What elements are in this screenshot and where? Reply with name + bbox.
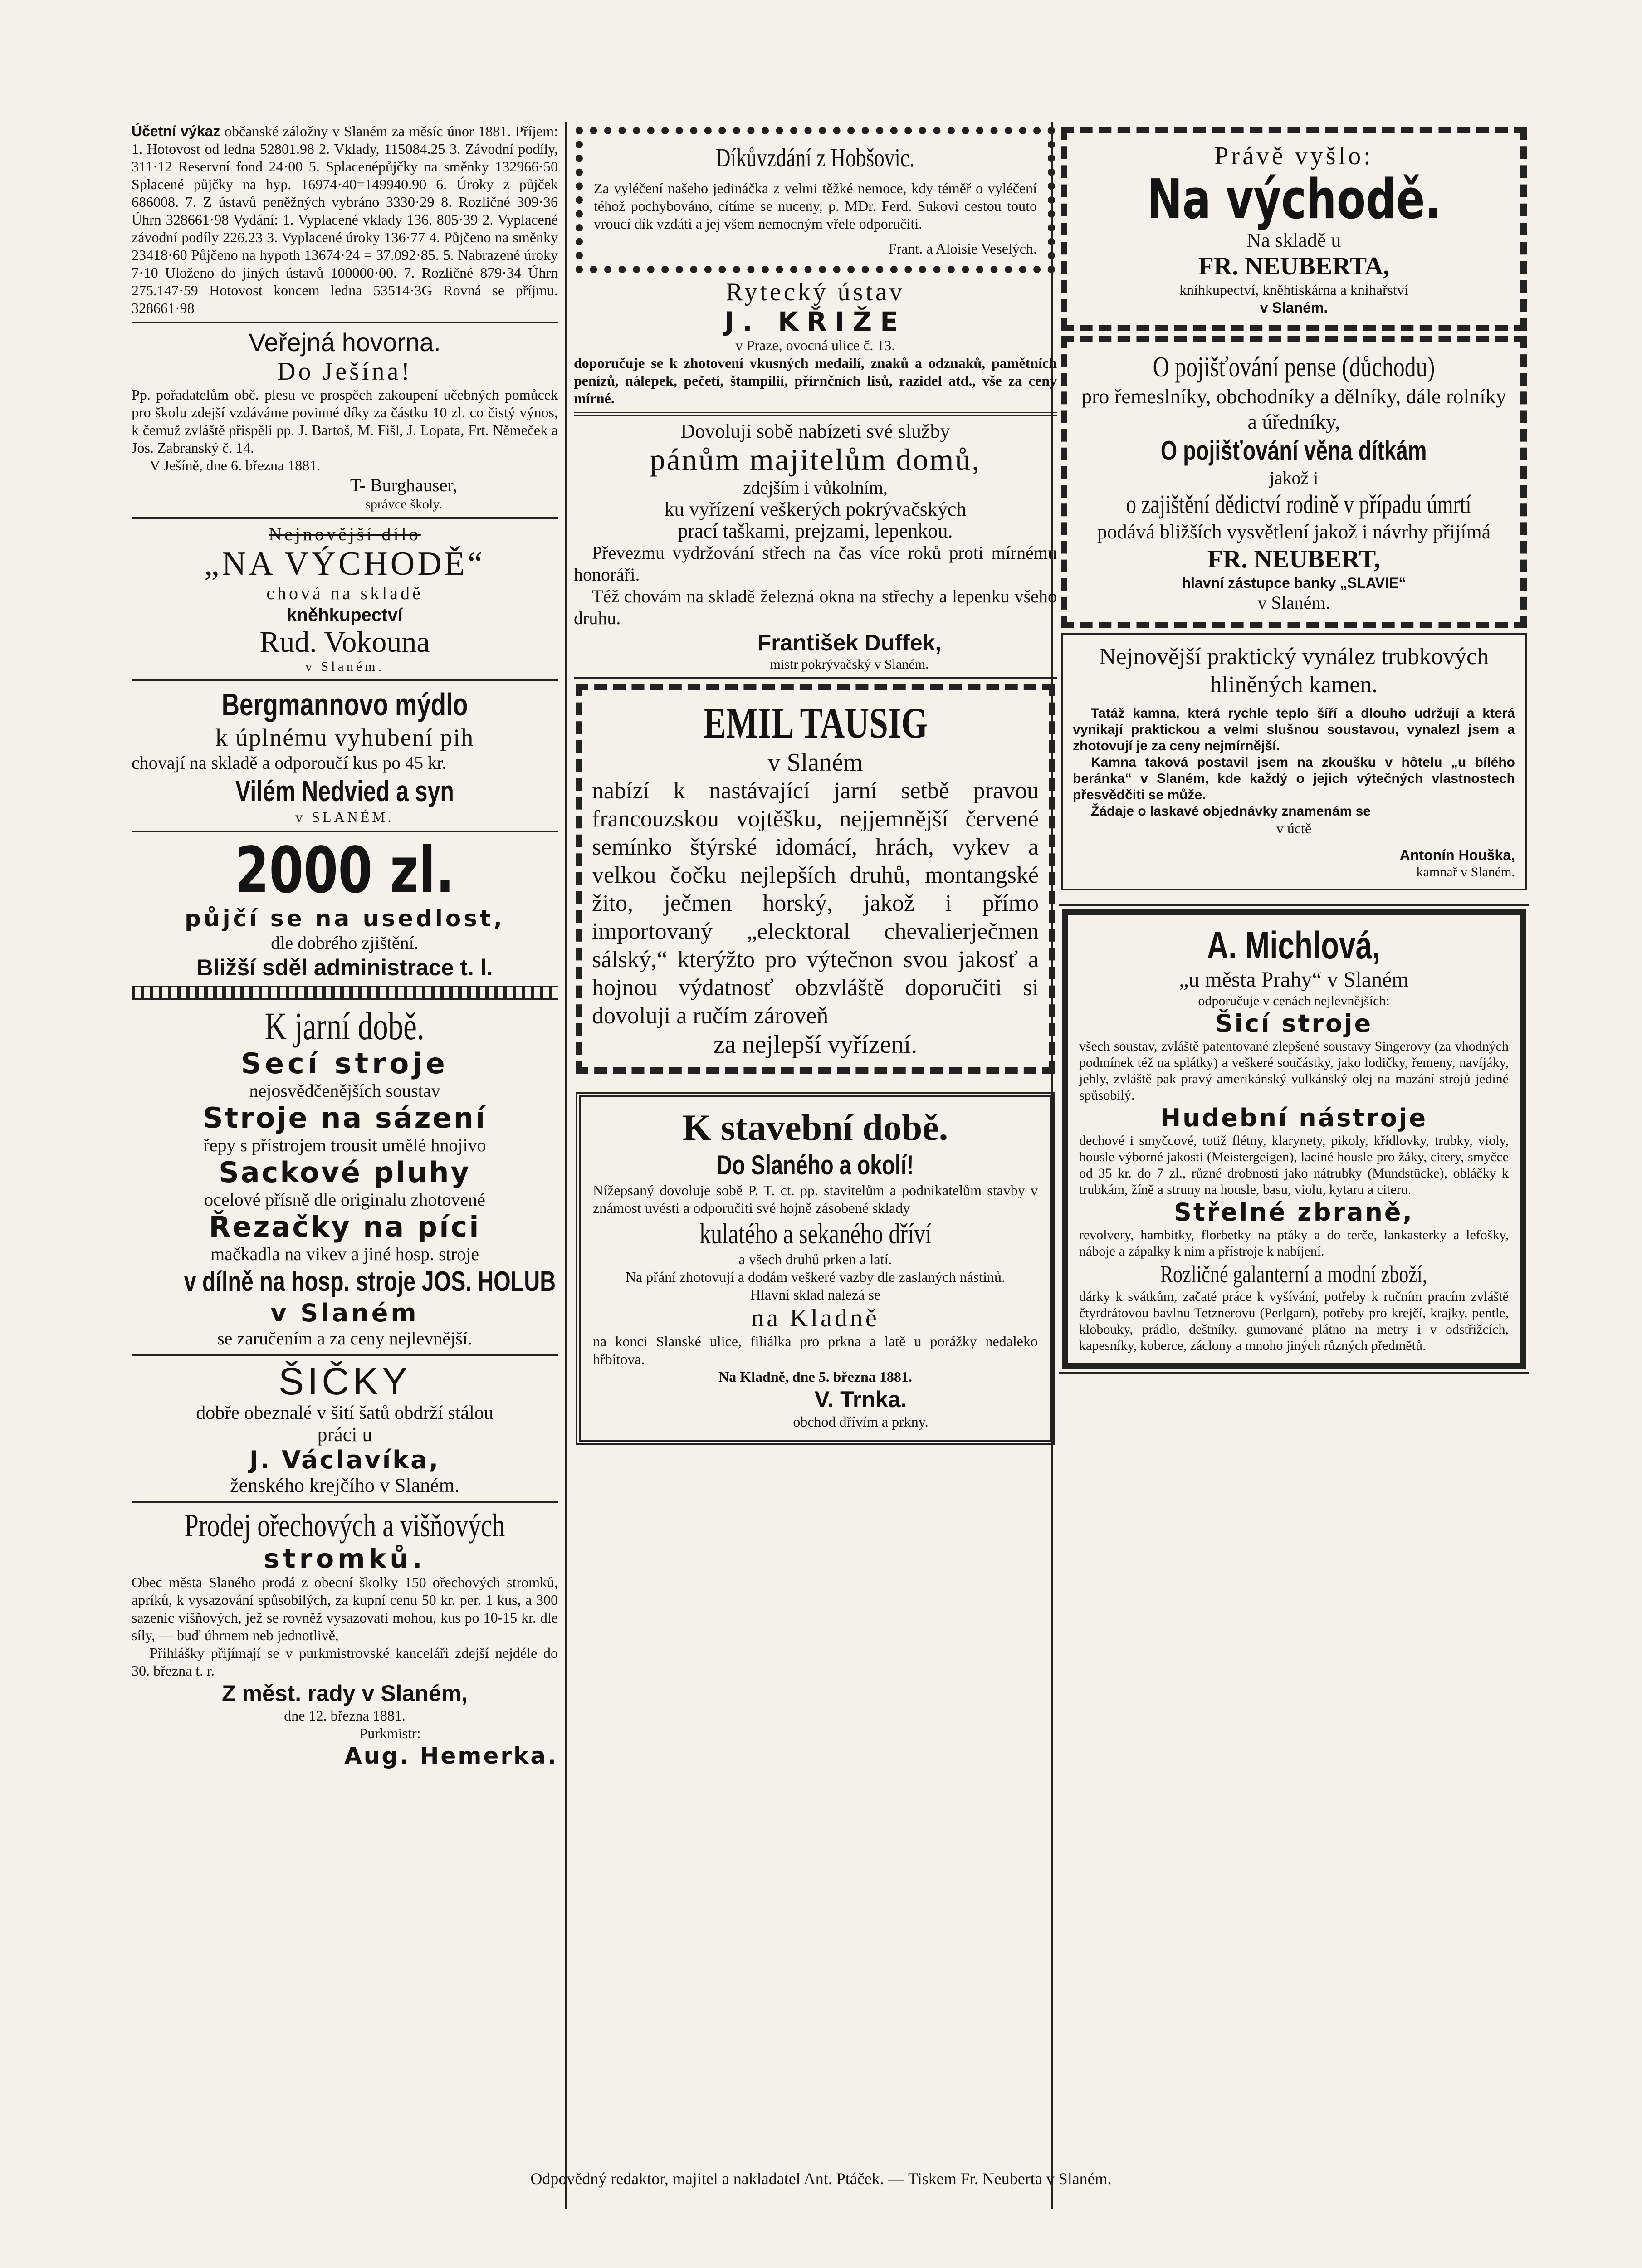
duff-l7: Též chovám na skladě železná okna na střechy a lepenku všeho druhu.: [574, 586, 1057, 628]
jarni-t4: mačkadla na vikev a jiné hosp. stroje: [210, 1244, 479, 1264]
strom-title2: stromků.: [264, 1543, 426, 1574]
zl-ad: [132, 834, 558, 981]
duff-role: mistr pokrývačský v Slaném.: [770, 657, 929, 672]
strom-ad: [132, 1507, 558, 1769]
mydlo-ad: [132, 686, 558, 826]
hovorna-title: Veřejná hovorna.: [249, 328, 441, 357]
strom-role: Purkmistr:: [359, 1725, 421, 1741]
mydlo-l1: k úplnému vyhubení pih: [215, 724, 474, 751]
stav-l3: Hlavní sklad nalezá se: [750, 1286, 880, 1303]
mich-h1: Šicí stroje: [1215, 1009, 1373, 1038]
tausig-end: za nejlepší vyřízení.: [713, 1031, 918, 1059]
stav-sub: Do Slaného a okolí!: [717, 1150, 914, 1180]
vyslo-l1: Na skladě u: [1246, 229, 1341, 251]
sicky-title: ŠIČKY: [278, 1360, 411, 1403]
mich-addr: „u města Prahy“ v Slaném: [1179, 968, 1409, 992]
hovorna-date: V Ješíně, dne 6. března 1881.: [150, 457, 321, 474]
mich-t2: dechové i smyčcové, totiž flétny, klarynety, pikoly, křídlovky, trubky, violy, housle výborné jakosti (Meistergeigen), laciné housle pro žáky, citery, smyčce od 35 kr. do 7 zl., různé drobnosti jako nátrubky (Mundstücke), obláčky k trubkám, žíně a struny na housle, basu, violu, kytaru a citeru.: [1079, 1133, 1509, 1197]
mich-ad: [1062, 909, 1526, 1369]
jarni-h4: Řezačky na píci: [209, 1210, 481, 1243]
ucet-text: občanské záložny v Slaném za měsíc únor 1881. Příjem: 1. Hotovost od ledna 52801.98 2. Vklady, 115084.25 3. Závodní podíly, 311·12 Reservní fond 24·00 5. Splacenépůjčky na směnky 132966·50 Splacené půjčky na hyp. 16974·40=149940.90 6. Úroky z půjček 686008. 7. Z ústavů peněžných vybráno 3330·29 8. Rozličné 309·36 Úhrn 328661·98 Vydání: 1. Vyplacené vklady 136. 805·39 2. Vyplacené závodní podíly 226.23 3. Vyplacené úroky 136·77 4. Půjčeno na směnky 23418·60 Půjčeno na hypoth 13674·24 = 37.092·85. 5. Nabrazené úroky 7·10 Uloženo do jiných ústavů 100000·00. 7. Rozličné 879·34 Úhrn 275.147·59 Hotovost koncem ledna 53514·3G Rovná se příjmu. 328661·98: [132, 123, 558, 316]
dik-sign: Frant. a Aloisie Veselých.: [888, 240, 1037, 257]
vychod-city: v Slaném.: [305, 659, 384, 674]
pense-l3: podává bližších vysvětlení jakož i návrhy přijímá: [1097, 521, 1491, 543]
sicky-l1: dobře obeznalé v šití šatů obdrží stálou: [196, 1403, 494, 1423]
duff-l3: zdejším i vůkolním,: [743, 477, 888, 498]
duff-l4: ku vyřízení veškerých pokrývačských: [664, 498, 967, 520]
mich-name: A. Michlová,: [1207, 924, 1381, 967]
kamna-text: Tatáž kamna, která rychle teplo šíří a dlouho udržují a která vynikají praktickou a velmi slušnou soustavou, vynalezl jsem a zhotovují je za ceny nejmírnější.: [1073, 706, 1515, 753]
duff-l5: prací taškami, prejzami, lepenkou.: [678, 520, 953, 542]
vychod-l1: chová na skladě: [266, 583, 423, 603]
stav-role: obchod dřívím a prkny.: [793, 1413, 929, 1430]
kamna-ad: [1061, 633, 1527, 890]
pense-role: hlavní zástupce banky „SLAVIE“: [1182, 575, 1406, 591]
stav-title: K stavební době.: [682, 1107, 948, 1148]
stav-l1: a všech druhů prken a latí.: [738, 1251, 892, 1267]
vychod-title: „NA VÝCHODĚ“: [204, 545, 485, 582]
mydlo-title: Bergmannovo mýdlo: [221, 687, 468, 722]
column-rule-1: [565, 122, 567, 2209]
kamna-text3: Žádaje o laskavé objednávky znamenám se: [1091, 804, 1371, 819]
strom-text2: Přihlášky přijímají se v purkmistrovské kanceláři zdejší nejdéle do 30. března t. r.: [132, 1645, 558, 1679]
ryt-title: Rytecký ústav: [726, 278, 905, 306]
vychod-ad: [132, 523, 558, 675]
dik-notice: [576, 127, 1055, 273]
zl-l2: dle dobrého zjištění.: [271, 933, 419, 953]
hovorna-text: Pp. pořadatelům obč. plesu ve prospěch zakoupení učebných pomůcek pro školu zdejší vzdáváme povinné díky za částku 10 zl. co čistý výnos, k čemuž zvláště přispěli pp. J. Bartoš, M. Fišl, J. Lopata, Frt. Němeček a Jos. Zabranský č. 14.: [132, 386, 558, 456]
duff-l6: Převezmu vydržování střech na čas více roků proti mírnému honoráři.: [574, 543, 1057, 585]
sicky-l3: ženského krejčího v Slaném.: [230, 1474, 459, 1496]
stav-l2: Na přání zhotovují a dodám veškeré vazby dle zaslaných nástinů.: [625, 1269, 1006, 1285]
vyslo-l2: kníhkupectví, kněhtiskárna a knihařství: [1179, 282, 1408, 298]
hovorna-sub: Do Ješína!: [277, 357, 412, 386]
mich-h4: Rozličné galanterní a modní zboží,: [1160, 1261, 1427, 1288]
jarni-ad: [132, 1005, 558, 1349]
column-1: [132, 122, 558, 2164]
hovorna-sign: T- Burghauser,: [350, 475, 458, 495]
pense-t1: O pojišťování pense (důchodu): [1153, 351, 1435, 383]
tausig-ad: [576, 684, 1055, 1074]
stav-text: Nížepsaný dovoluje sobě P. T. ct. pp. stavitelům a podnikatelům stavby v známost uvésti a odporučiti své hojně zásobené sklady: [593, 1182, 1038, 1216]
strom-text: Obec města Slaného prodá z obecní školky 150 ořechových stromků, apríků, k vysazování spůsobilých, za kupní cenu 50 kr. per. 1 kus, a 300 sazenic višňových, jež se rovněž vysazovati mohou, kus po 10-15 kr. dle síly, — buď úhrnem neb jednotlivě,: [132, 1574, 558, 1643]
dik-text: Za vyléčení našeho jedináčka z velmi těžké nemoce, kdy téměř o vyléčení téhož pochybováno, cítíme se nuceny, p. MDr. Ferd. Sukovi cestou touto vroucí dík vzdáti a jej všem nemocným vřele odporučiti.: [594, 180, 1037, 232]
kamna-title: Nejnovější praktický vynález trubkových hliněných kamen.: [1099, 644, 1489, 698]
kamna-role: kamnař v Slaném.: [1416, 865, 1515, 880]
stav-place: na Kladně: [751, 1304, 880, 1332]
mich-t4: dárky k svátkům, začaté práce k vyšívání, potřeby k ručním pracím zvláště čtyrdrátovou bavlnu Tetznerovu (Perlgarn), potřeby pro krejčí, krajky, pentle, klobouky, prádlo, deštníky, gumované plátno na metry i v odstřižcích, kapesníky, koberce, záclony a mnoho jiných různých předmětů.: [1079, 1289, 1509, 1353]
strom-sign: Aug. Hemerka.: [344, 1743, 558, 1769]
zl-l3: Bližší sděl administrace t. l.: [196, 955, 493, 980]
column-3: [1059, 122, 1529, 2164]
tausig-city: v Slaném: [767, 748, 863, 777]
mich-h2: Hudební nástroje: [1160, 1104, 1428, 1132]
ucet-head: Účetní výkaz: [132, 123, 220, 139]
stav-date: Na Kladně, dne 5. března 1881.: [718, 1369, 912, 1385]
jarni-h2: Stroje na sázení: [202, 1101, 487, 1134]
stav-ad: [576, 1092, 1055, 1445]
pense-l1: pro řemeslníky, obchodníky a dělníky, dále rolníky a úředníky,: [1081, 385, 1506, 433]
pense-city: v Slaném.: [1257, 592, 1330, 613]
ryt-text: doporučuje se k zhotovení vkusných medailí, znaků a odznaků, pamětních penízů, nálepek, pečetí, štampilií, přírnčních lisů, razidel atd., vše za ceny mírné.: [574, 355, 1057, 406]
zl-l1: půjčí se na usedlost,: [185, 905, 505, 932]
strom-from: Z měst. rady v Slaném,: [222, 1681, 468, 1706]
mich-h3: Střelné zbraně,: [1173, 1198, 1414, 1227]
sicky-name: J. Václavíka,: [249, 1446, 440, 1474]
hovorna-role: správce školy.: [365, 497, 442, 512]
vyslo-title: Na východě.: [1147, 168, 1441, 231]
mydlo-l2: chovají na skladě a odporoučí kus po 45 kr.: [132, 753, 447, 773]
mich-l1: odporučuje v cenách nejlevnějších:: [1198, 993, 1390, 1008]
jarni-t3: ocelové přísně dle originalu zhotovené: [204, 1189, 485, 1210]
sicky-ad: [132, 1360, 558, 1496]
jarni-guar: se zaručením a za ceny nejlevnější.: [217, 1328, 472, 1349]
pense-l2: jakož i: [1269, 468, 1319, 488]
pense-t3: o zajištění dědictví rodině v případu úmrtí: [1126, 489, 1471, 519]
dik-title: Díkůvzdání z Hobšovic.: [716, 143, 915, 172]
vyslo-kicker: Právě vyšlo:: [1214, 142, 1373, 170]
jarni-title: K jarní době.: [264, 1004, 425, 1048]
mich-t1: všech soustav, zvláště patentované zlepšené soustavy Singerovy (za vhodných podmínek též na splátky) a veškeré součástky, jako lodičky, řemeny, navíjáky, jehly, zvláště pak pravý amerikánský vulkánský olej na mazání strojů jediné spůsobilý.: [1079, 1039, 1509, 1103]
pense-name: FR. NEUBERT,: [1207, 545, 1381, 573]
mydlo-city: v SLANÉM.: [295, 809, 394, 825]
vyslo-city: v Slaném.: [1260, 299, 1328, 316]
mich-t3: revolvery, hambitky, florbetky na ptáky a do terče, lankasterky a lefošky, náboje a zápalky k nim a přístroje k nabíjení.: [1079, 1227, 1509, 1259]
duff-l1: Dovoluji sobě nabízeti své služby: [680, 420, 950, 442]
kamna-sign: Antonín Houška,: [1399, 847, 1515, 863]
vychod-kicker: Nejnovější dílo: [269, 524, 421, 544]
strom-title: Prodej ořechových a višňových: [184, 1507, 505, 1544]
pense-ad: [1061, 336, 1527, 628]
mydlo-firm: Vilém Nedvied a syn: [235, 775, 454, 807]
jarni-h3: Sackové pluhy: [219, 1156, 471, 1189]
kamna-text2: Kamna taková postavil jsem na zkoušku v hôtelu „u bílého beránka“ v Slaném, kde každý o jejich výtečných vlastnostech přesvědčiti se může.: [1073, 755, 1515, 802]
stav-l4: na konci Slanské ulice, filiálka pro prkna a latě u porážky nedaleko hřbitova.: [593, 1333, 1038, 1367]
page-footer: Odpovědný redaktor, majitel a nakladatel Ant. Ptáček. — Tiskem Fr. Neuberta v Slaném.: [530, 2170, 1112, 2188]
tausig-text: nabízí k nastávající jarní setbě pravou francouzskou vojtěšku, nejjemnější červené semínko štýrské idomácí, hrách, vykev a velkou čočku nejlepších druhů, montangské žito, ječmen horský, jakož i přímo importovaný „elecktoral chevalierječmen sálský,“ kterýžto pro výtečnon svou jakosť a hojnou výdatnosť obzvláště doporučiti si dovoluji a ručím zároveň: [592, 778, 1039, 1029]
ryt-addr: v Praze, ovocná ulice č. 13.: [735, 337, 895, 353]
ryt-ad: [574, 278, 1057, 407]
ucet-notice: [132, 122, 558, 317]
hovorna-notice: [132, 328, 558, 513]
jarni-t1: nejosvědčenějších soustav: [249, 1080, 440, 1101]
zl-amount: 2000 zl.: [235, 834, 455, 908]
vychod-name: Rud. Vokouna: [259, 626, 430, 659]
duff-l2: pánům majitelům domů,: [650, 442, 981, 477]
sicky-l2: práci u: [317, 1423, 372, 1446]
column-2: [574, 122, 1057, 2164]
jarni-h1: Secí stroje: [241, 1047, 449, 1080]
vyslo-name: FR. NEUBERTA,: [1198, 252, 1390, 280]
vyslo-ad: [1061, 127, 1527, 331]
kamna-close: v úctě: [1276, 820, 1312, 836]
stav-sign: V. Trnka.: [814, 1387, 907, 1412]
strom-date: dne 12. března 1881.: [284, 1707, 406, 1724]
jarni-firm: v dílně na hosp. stroje JOS. HOLUB: [184, 1266, 556, 1297]
ryt-name: J. KŘIŽE: [724, 306, 906, 337]
tausig-name: EMIL TAUSIG: [703, 699, 928, 747]
duff-ad: [574, 420, 1057, 673]
pense-t2: O pojišťování věna dítkám: [1161, 435, 1427, 466]
duff-name: František Duffek,: [757, 630, 942, 655]
jarni-t2: řepy s přístrojem trousit umělé hnojivo: [203, 1135, 486, 1155]
stav-big: kulatého a sekaného dříví: [699, 1217, 932, 1250]
vychod-l2: kněhkupectví: [287, 605, 403, 625]
jarni-city: v Slaném: [270, 1299, 419, 1327]
